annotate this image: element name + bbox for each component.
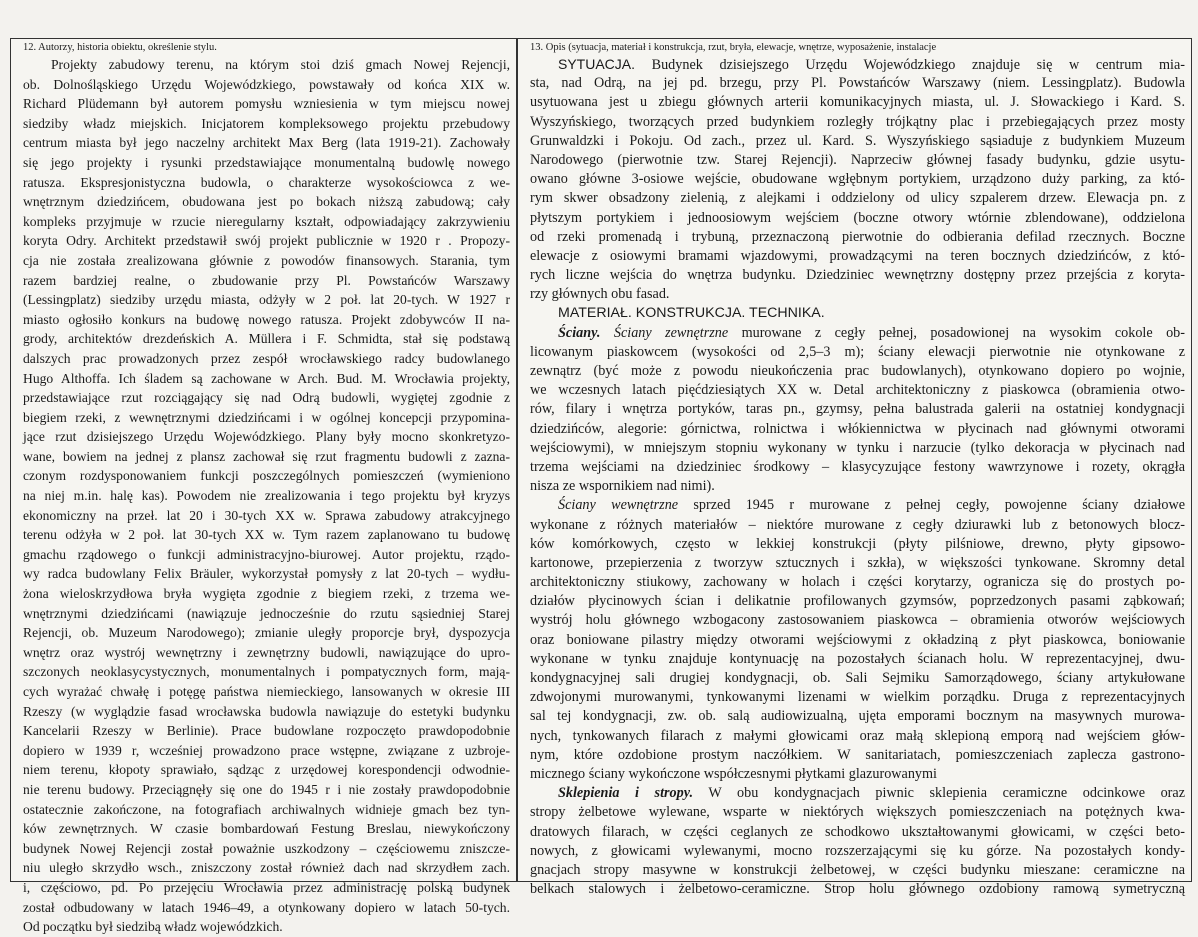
page-top-margin bbox=[0, 0, 1198, 22]
sklepienia-first-line: Sklepienia i stropy. W obu kondygnacjach piwnic sklepienia ceramiczne odcinkowe oraz bbox=[558, 785, 1185, 802]
text-line: cych wyrażać chwałę i potęgę państwa niemieckiego, lansowanych w okresie III bbox=[23, 684, 510, 699]
sciany-first-line: Ściany. Ściany zewnętrzne murowane z cegły pełnej, posadowionej na wysokim cokole ob- bbox=[558, 324, 1185, 341]
text-line: Projekty zabudowy terenu, na którym stoi dziś gmach Nowej Rejencji, bbox=[51, 57, 510, 72]
text-line: został odbudowany w latach 1946–49, a otynkowany dopiero w latach 50-tych. bbox=[23, 899, 510, 915]
text-line: i, częściowo, pd. Po przejęciu Wrocławia przez administrację polską budynek bbox=[23, 879, 510, 895]
sciany-wew-first-line: Ściany wewnętrzne sprzed 1945 r murowane z pełnej cegły, powojenne ściany działowe bbox=[558, 497, 1185, 514]
history-text bbox=[11, 55, 516, 937]
column-history bbox=[10, 38, 517, 935]
text-line: rych liczne wejścia do wnętrza budynku. Dziedziniec wewnętrzny dostępny przez przejścia z koryta- bbox=[530, 267, 1185, 284]
text-line: od rzeki promenadą i trybuną, przeznaczoną pierwotnie do odbierania defilad rzecznych. Boczne bbox=[530, 228, 1185, 245]
text-line: dratowych filarach, w części ceglanych ze schodkowo ukształtowanymi głowicami, w części beto- bbox=[530, 823, 1185, 840]
text-line: kartonowe, przepierzenia z tworzyw sztucznych i szkła), w większości tynkowane. Skromny detal bbox=[530, 554, 1185, 571]
text-line: cja nie została zrealizowana głównie z powodów finansowych. Starania, tym bbox=[23, 252, 510, 268]
text-line: licowanym piaskowcem (wysokości od 2,5–3 m); ściany elewacji pierwotnie nie otynkowane z bbox=[530, 343, 1185, 360]
text-line: niu uległo skrzydło wsch., zniszczony został również dach nad skrzydłem zach. bbox=[23, 860, 510, 876]
text-line: razem bardziej realne, o zbudowanie przy Pl. Powstańców Warszawy bbox=[23, 272, 510, 288]
text-line: przedstawiające rzut rozciągający się nad Odrą budowli, wygiętej zgodnie z bbox=[23, 390, 510, 406]
text-line: gmachu rządowego o funkcji administracyjno-biurowej. Autor projektu, rządo- bbox=[23, 546, 510, 562]
text-line: Richard Plüdemann był autorem pomysłu wzniesienia w tym miejscu nowej bbox=[23, 96, 510, 112]
text-line: Rzeszy (w wyglądzie fasad wrocławska budowla nawiązuje do estetyki budynku bbox=[23, 703, 510, 719]
text-line: na niej m.in. halę kas). Powodem nie zrealizowania i tego projektu był kryzys bbox=[23, 488, 510, 504]
text-line: we wczesnych latach pięćdziesiątych XX w. Detal architektoniczny z piaskowca (obramienia otwo- bbox=[530, 382, 1185, 399]
text-line: wnętrznym dziedzińcem, obudowana jest po bokach niższą zabudową; cały bbox=[23, 194, 510, 210]
text-line: centrum miasta był jego naczelny architekt Max Berg (lata 1919-21). Zachowały bbox=[23, 135, 510, 151]
text-line: nych, tynkowanych filarach z małymi głowicami oraz małą sklepioną emporą nad wejściem głów- bbox=[530, 727, 1185, 744]
text-line: niem terenu, kłopoty sprawiało, sądząc z urzędowej korespondencji odwodnie- bbox=[23, 762, 510, 778]
text-line: wykonane z różnych materiałów – niektóre murowane z cegły dziurawki lub z betonowych blocz- bbox=[530, 516, 1185, 533]
text-line: Od początku był siedzibą władz wojewódzkich. bbox=[23, 919, 283, 935]
sklepienia-label: Sklepienia i stropy. bbox=[558, 785, 694, 802]
text-line: rym skwer obsadzony zielenią, z alejkami i oddzielony od ulicy szpalerem drzew. Elewacja pn. z bbox=[530, 190, 1185, 207]
text-line: płytszym portykiem i jednoosiowym wejściem (boczne otwory wtórnie zblendowane), oddzielona bbox=[530, 209, 1185, 226]
text-line: owano główne 3-osiowe wejście, obudowane wgłębnym portykiem, urządzono duży parking, za któ- bbox=[530, 171, 1185, 188]
text-line: ekonomiczny na przeł. lat 20 i 30-tych XX w. Sprawa zabudowy atrakcyjnego bbox=[23, 507, 510, 523]
text-line: dopiero w 1939 r, wcześniej prowadzono prace wstępne, związane z uzbroje- bbox=[23, 742, 510, 758]
text-line: grody, architektów drezdeńskich A. Müllera i F. Schmidta, stał się podstawą bbox=[23, 331, 510, 347]
sytuacja-heading: SYTUACJA. bbox=[558, 56, 636, 72]
text-line: Grunwaldzki i Pokoju. Od zach., przez ul. Kard. S. Wyszyńskiego sąsiaduje z budynkiem Muzeum bbox=[530, 132, 1185, 149]
sytuacja-first-line: SYTUACJA. Budynek dzisiejszego Urzędu Wojewódzkiego znajduje się w centrum mia- bbox=[558, 56, 1185, 73]
text-line: ob. Dolnośląskiego Urzędu Wojewódzkiego, powstawały od końca XIX w. bbox=[23, 76, 510, 92]
text-line: wnętrznymi dziedzińcami (nawiązuje jednocześnie do rzutu sąsiedniej Starej bbox=[23, 605, 510, 621]
text-line: jące rzut dzisiejszego Urzędu Wojewódzkiego. Plany były mocno skonkretyzo- bbox=[23, 429, 510, 445]
material-heading: MATERIAŁ. KONSTRUKCJA. TECHNIKA. bbox=[558, 305, 825, 322]
text-line: wykonane w tynku znajduje kontynuację na pozostałych ścianach holu. W reprezentacyjnej, dwu- bbox=[530, 650, 1185, 667]
description-text bbox=[518, 55, 1191, 899]
text-line: się jego projekty i rysunki przedstawiające monumentalną budowlę nowego bbox=[23, 154, 510, 170]
text-line: sta, nad Odrą, na jej pd. brzegu, przy Pl. Powstańców Warszawy (niem. Lessingplatz). Budowla bbox=[530, 75, 1185, 92]
sciany-wewnetrzne-label: Ściany wewnętrzne bbox=[558, 497, 679, 514]
text-line: ków komórkowych, często w lekkiej konstrukcji (płyty pilśniowe, drewno, płyty gipsowo- bbox=[530, 535, 1185, 552]
text-line: kompleks przyjmuje w rzucie nieregularny kształt, odpowiadający zakrzywieniu bbox=[23, 213, 510, 229]
text-line: rów, filary i wnętrza portyków, taras pn., gzymsy, pełna balustrada galerii na ostatniej kondygnacji bbox=[530, 401, 1185, 418]
text-line: rzy głównych obu fasad. bbox=[530, 286, 670, 303]
sklepienia-paragraph bbox=[530, 803, 1185, 899]
text-line: dalszych prac prowadzonych przez zespół wrocławskiego radcy budowlanego bbox=[23, 350, 510, 366]
form-sheet bbox=[10, 22, 1192, 935]
text-line: elewacje z osiowymi bramami wjazdowymi, prowadzącymi na teren bocznych dziedzińców, z któ- bbox=[530, 247, 1185, 264]
text-line: koryta Odry. Architekt przedstawił swój projekt publicznie w 1920 r . Propozy- bbox=[23, 233, 510, 249]
text-line: działów płycinowych ścian i delikatnie profilowanych gzymsów, poprzedzonych pasami ząbkowań; bbox=[530, 593, 1185, 610]
text-line: Kancelarii Rzeszy w Berlinie). Prace budowlane rozpoczęto prawdopodobnie bbox=[23, 723, 510, 739]
text-line: dziedzińców, alegorie: górnictwa, rolnictwa i włókiennictwa w płycinach nad głównymi otworami bbox=[530, 420, 1185, 437]
text-line: wnętrz oraz wystrój wewnętrzny i zewnętrzny budowli, nawiązujące do upro- bbox=[23, 644, 510, 660]
text-line: belkach stalowych i żelbetowo-ceramiczne. Strop holu głównego ozdobiony ramową symetryczną bbox=[530, 881, 1185, 898]
text-line: trzema wejściami na dziedziniec środkowy – klasycyzujące festony wawrzynowe i rozety, okrągła bbox=[530, 458, 1185, 475]
text-line: usytuowana jest u zbiegu głównych arterii komunikacyjnych miasta, ul. J. Słowackiego i Kard. S. bbox=[530, 94, 1185, 111]
text-line: ków zewnętrznych. W czasie bombardowań Festung Breslau, niewykończony bbox=[23, 821, 510, 837]
column-description bbox=[517, 38, 1192, 898]
section-12-header: 12. Autorzy, historia obiektu, określenie stylu. bbox=[23, 42, 217, 53]
text-line: ostatecznie zakończone, na fotografiach archiwalnych widnieje gmach bez tyn- bbox=[23, 801, 510, 817]
text-line: architektoniczny stiukowy, zachowany w holach i części korytarzy, ogranicza się do prostych po- bbox=[530, 574, 1185, 591]
sciany-wewnetrzne-paragraph bbox=[530, 516, 1185, 785]
sytuacja-paragraph bbox=[530, 74, 1185, 304]
text-line: miasto ogłosiło konkurs na budowę nowego ratusza. Projekt zdobywców II na- bbox=[23, 311, 510, 327]
sciany-label: Ściany. bbox=[558, 324, 601, 341]
text-line: biegiem rzeki, z wewnętrznymi dziedzińcami i w ogólnej koncepcji przypomina- bbox=[23, 409, 510, 425]
text-line: Wyszyńskiego, tworzących przed budynkiem rozległy trójkątny plac i przebiegających przez mosty bbox=[530, 113, 1185, 130]
text-line: wy radca budowlany Felix Bräuler, wykorzystał pomysły z lat 20-tych – wydłu- bbox=[23, 566, 510, 582]
text-line: szczonych neoklasycystycznych, monumentalnych i pompatycznych form, mają- bbox=[23, 664, 510, 680]
text-line: Narodowego (pierwotnie tzw. Starej Rejencji). Naprzeciw głównej fasady budynku, gdzie usytu- bbox=[530, 151, 1185, 168]
text-line: ratusza. Ekspresjonistyczna budowla, o charakterze wysokościowca z we- bbox=[23, 174, 510, 190]
text-line: (Lessingplatz) siedziby urzędu miasta, odżyły w 2 poł. lat 20-tych. W 1927 r bbox=[23, 292, 510, 308]
text-line: nowych, z głowicami wylewanymi, mocno rozszerzającymi się ku górze. Na pozostałych kondy- bbox=[530, 842, 1185, 859]
text-line: zewnątrz (być może z powodu nieukończenia prac budowlanych), otynkowano dopiero po wojnie, bbox=[530, 363, 1185, 379]
text-line: oraz boniowane pilastry między otworami wejściowymi z okładziną z płyt piaskowca, boniowanie bbox=[530, 631, 1185, 648]
text-line: wane, bowiem na jednej z plansz zachował się rzut fragmentu budowli z zazna- bbox=[23, 448, 510, 464]
section-13-header: 13. Opis (sytuacja, materiał i konstrukcja, rzut, bryła, elewacje, wnętrze, wyposażenie, instalacje bbox=[530, 42, 937, 53]
text-line: budynek Nowej Rejencji został poważnie uszkodzony – częściowemu zniszcze- bbox=[23, 840, 510, 856]
text-line: wystrój holu głównego wzbogacony zastosowaniem piaskowca – obramienia otworów wejściowych bbox=[530, 612, 1185, 629]
text-line: terenu odżyła w 2 poł. lat 30-tych XX w. Tym razem zaplanowano tu budowę bbox=[23, 527, 510, 543]
text-line: zdwojonymi murowanymi, tynkowanymi lizenami w wielkim porządku. Druga z reprezentacyjnych bbox=[530, 689, 1185, 706]
text-line: micznego ściany wykończone współczesnymi płytkami glazurowanymi bbox=[530, 765, 937, 782]
sciany-zewnetrzne-label: Ściany zewnętrzne bbox=[613, 324, 729, 341]
text-line: stropy żelbetowe wylewane, wsparte w niektórych większych pomieszczeniach na potężnych kwa- bbox=[530, 804, 1185, 821]
text-line: kondygnacyjnej sali drugiej kondygnacji, ob. Sali Sejmiku Samorządowego, ściany artykułowane bbox=[530, 670, 1185, 686]
sciany-paragraph bbox=[530, 343, 1185, 497]
text-line: gnacjach stropy masywne w konstrukcji żelbetowej, w części budynku mieszane: ceramiczne na bbox=[530, 861, 1185, 878]
text-line: sal tej kondygnacji, zw. ob. salą audiowizualną, ujęta emporami bocznym na masywnych murowa- bbox=[530, 708, 1185, 725]
text-line: nym, które ozdobione prostym naczółkiem. W sanitariatach, pomieszczeniach zaplecza gastrono- bbox=[530, 746, 1185, 763]
text-line: Hugo Althoffa. Ich śladem są zachowane w Arch. Bud. M. Wrocławia projekty, bbox=[23, 370, 510, 386]
text-line: czonym rozdysponowaniem funkcji poszczególnych pomieszczeń (wymieniono bbox=[23, 468, 510, 484]
text-line: nisza ze wspornikiem nad nimi). bbox=[530, 478, 715, 495]
text-line: siedziby władz miejskich. Inicjatorem kompleksowego projektu przebudowy bbox=[23, 115, 510, 131]
text-line: wejściowymi), w mniejszym stopniu wykonany w tynku i narzucie (tylko dekoracja w płycinach nad bbox=[530, 439, 1185, 456]
text-line: Rejencji, ob. Muzeum Narodowego); zmianie uległy proporcje brył, dyspozycja bbox=[23, 625, 510, 641]
text-line: żona wieloskrzydłowa bryła wygięta zgodnie z biegiem rzeki, z trzema we- bbox=[23, 586, 510, 602]
text-line: nie terenu budowy. Przeciągnęły się one do 1945 r i nie zostały prawdopodobnie bbox=[23, 781, 510, 797]
